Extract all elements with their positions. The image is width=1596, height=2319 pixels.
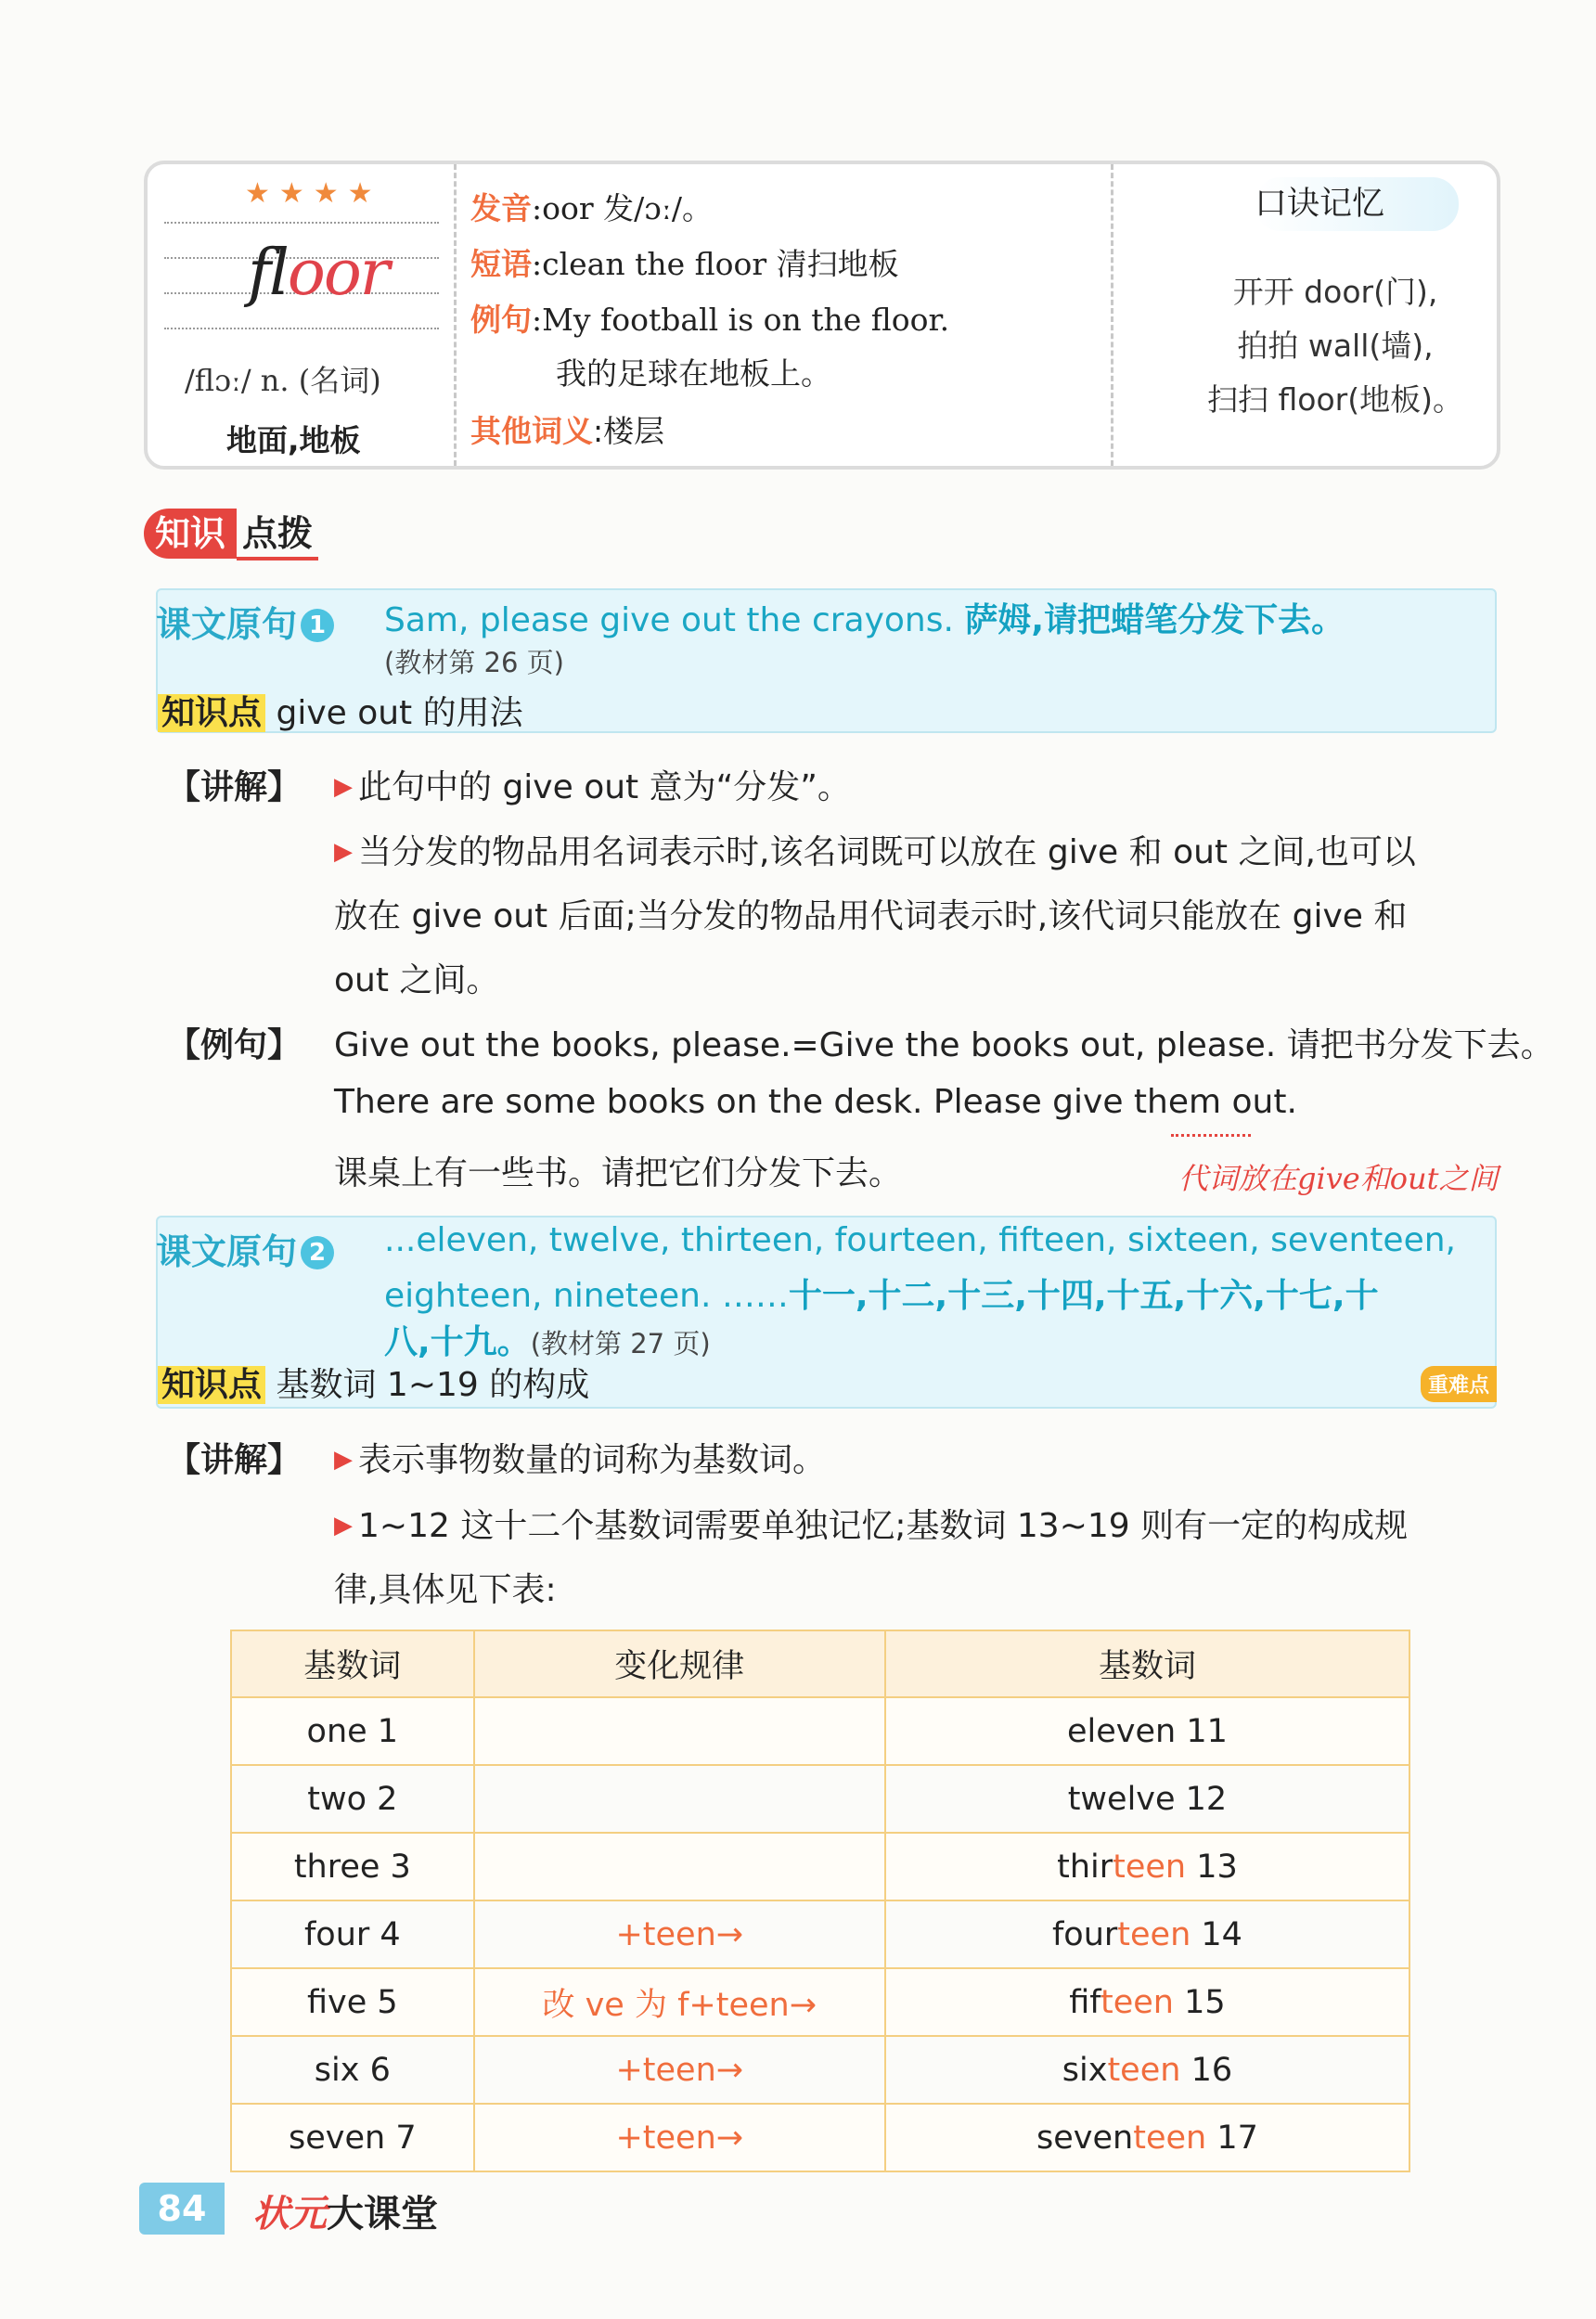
derived-number-cell: fourteen 14: [885, 1900, 1409, 1968]
rule-cell: [474, 1833, 885, 1900]
quote-number-1: 1: [301, 609, 334, 642]
section-header-text: 点拨: [237, 510, 318, 560]
rule-cell: 改 ve 为 f+teen→: [474, 1968, 885, 2036]
derived-number-cell: eleven 11: [885, 1697, 1409, 1765]
derived-number-cell: fifteen 15: [885, 1968, 1409, 2036]
base-number-cell: seven 7: [231, 2104, 474, 2171]
example1-line-1: Give out the books, please.=Give the books out, please. 请把书分发下去。: [334, 1026, 1554, 1064]
base-number-cell: two 2: [231, 1765, 474, 1833]
cardinal-numbers-table: [230, 1630, 1410, 2172]
pronunciation-line: 发音:oor 发/ɔː/。: [470, 190, 713, 226]
quote-text-1: Sam, please give out the crayons. 萨姆,请把蜡笔分发下去。: [384, 601, 1345, 639]
quote-source-1: (教材第 26 页): [384, 647, 564, 678]
example1-line-3: 课桌上有一些书。请把它们分发下去。: [334, 1154, 903, 1192]
table-row: [231, 2104, 1409, 2171]
table-row: [231, 1900, 1409, 1968]
table-header-row: [231, 1630, 1409, 1697]
knowledge-point-1: 知识点 give out 的用法: [158, 687, 523, 734]
phonetic: /flɔː/ n. (名词): [185, 363, 381, 398]
quote2-line-1: ...eleven, twelve, thirteen, fourteen, fifteen, sixteen, seventeen,: [384, 1221, 1456, 1259]
explain2-bullet-1: ▶ 表示事物数量的词称为基数词。: [334, 1441, 827, 1479]
table-row: [231, 1968, 1409, 2036]
memory-line-3: 扫扫 floor(地板)。: [1207, 381, 1463, 418]
knowledge-point-2: 知识点 基数词 1~19 的构成: [158, 1359, 589, 1406]
rule-cell: [474, 1697, 885, 1765]
rule-cell: +teen→: [474, 2104, 885, 2171]
quote-label-2: 课文原句 2: [156, 1223, 334, 1274]
table-row: [231, 1765, 1409, 1833]
rule-cell: +teen→: [474, 1900, 885, 1968]
other-meaning-line: 其他词义:楼层: [470, 413, 665, 449]
explain1-bullet-2-line-2: 放在 give out 后面;当分发的物品用代词表示时,该代词只能放在 give 和: [334, 897, 1408, 935]
table-header-cell: 基数词: [231, 1630, 474, 1697]
headword: floor: [248, 237, 389, 310]
example1-line-2: There are some books on the desk. Please give them out.: [334, 1083, 1297, 1121]
rule-cell: [474, 1765, 885, 1833]
table-row: [231, 2036, 1409, 2104]
word-card: [144, 161, 1500, 470]
underline-mark: [1171, 1125, 1251, 1137]
word-column: [148, 164, 457, 466]
key-point-badge: 重难点: [1421, 1366, 1497, 1402]
handwritten-note: 代词放在give和out之间: [1178, 1161, 1499, 1196]
page-number: 84: [139, 2183, 225, 2235]
section-header-pill: 知识: [144, 509, 237, 559]
table-row: [231, 1697, 1409, 1765]
explain1-bullet-2-line-3: out 之间。: [334, 961, 500, 999]
explain2-bullet-2: ▶ 1~12 这十二个基数词需要单独记忆;基数词 13~19 则有一定的构成规: [334, 1507, 1409, 1545]
quote-label-1: 课文原句 1: [156, 596, 334, 647]
quote2-line-2: eighteen, nineteen. ……十一,十二,十三,十四,十五,十六,十七,十: [384, 1277, 1379, 1315]
difficulty-stars: ★★★★: [245, 177, 382, 210]
explain1-bullet-1: ▶ 此句中的 give out 意为“分发”。: [334, 768, 851, 806]
quote2-line-3: 八,十九。(教材第 27 页): [384, 1323, 711, 1361]
explain-label-2: 【讲解】: [167, 1441, 302, 1479]
phrase-line: 短语:clean the floor 清扫地板: [470, 246, 899, 282]
table-row: [231, 1833, 1409, 1900]
derived-number-cell: thirteen 13: [885, 1833, 1409, 1900]
example-translation: 我的足球在地板上。: [556, 355, 831, 392]
section-header: [144, 509, 318, 560]
base-number-cell: four 4: [231, 1900, 474, 1968]
example-line: 例句:My football is on the floor.: [470, 302, 950, 338]
memory-line-2: 拍拍 wall(墙),: [1237, 328, 1434, 364]
explain-label-1: 【讲解】: [167, 768, 302, 806]
base-number-cell: one 1: [231, 1697, 474, 1765]
quote-box-1: [156, 588, 1497, 733]
base-number-cell: six 6: [231, 2036, 474, 2104]
derived-number-cell: sixteen 16: [885, 2036, 1409, 2104]
example-label-1: 【例句】: [167, 1026, 302, 1064]
derived-number-cell: twelve 12: [885, 1765, 1409, 1833]
base-number-cell: five 5: [231, 1968, 474, 2036]
memory-line-1: 开开 door(门),: [1232, 274, 1438, 310]
brand-logo: 状元大课堂: [252, 2193, 438, 2235]
quote-number-2: 2: [301, 1236, 334, 1269]
base-number-cell: three 3: [231, 1833, 474, 1900]
explain2-bullet-2-line-2: 律,具体见下表:: [334, 1571, 557, 1609]
memory-title: 口诀记忆: [1255, 177, 1459, 231]
quote-box-2: [156, 1216, 1497, 1409]
explain1-bullet-2: ▶ 当分发的物品用名词表示时,该名词既可以放在 give 和 out 之间,也可以: [334, 833, 1416, 871]
table-header-cell: 变化规律: [474, 1630, 885, 1697]
derived-number-cell: seventeen 17: [885, 2104, 1409, 2171]
table-header-cell: 基数词: [885, 1630, 1409, 1697]
rule-cell: +teen→: [474, 2036, 885, 2104]
word-meaning: 地面,地板: [226, 422, 361, 458]
